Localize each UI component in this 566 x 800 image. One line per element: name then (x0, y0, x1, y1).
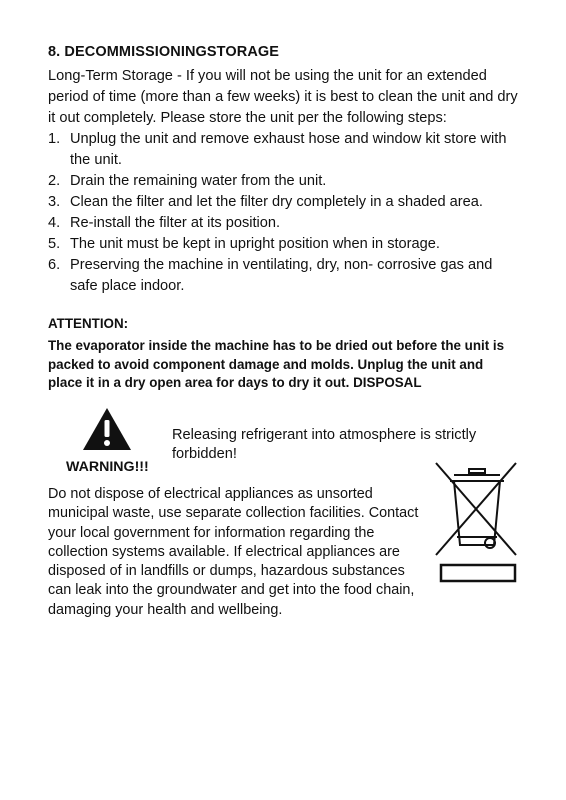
step-text: Drain the remaining water from the unit. (70, 173, 327, 189)
attention-body: The evaporator inside the machine has to be dried out before the unit is packed to avoid component damage and molds. Unplug the unit and place it in a dry open area for days to dry it out. DISPOSAL (48, 338, 505, 390)
step-text: Preserving the machine in ventilating, dry, non- corrosive gas and safe place indoor. (70, 257, 493, 294)
warning-label: WARNING!!! (66, 459, 149, 475)
step-text: Unplug the unit and remove exhaust hose and window kit store with the unit. (70, 131, 507, 168)
step-number: 5. (48, 236, 61, 252)
step-text: Re-install the filter at its position. (70, 215, 281, 231)
step-number: 1. (48, 131, 61, 147)
step-number: 2. (48, 173, 61, 189)
step-item (48, 192, 520, 213)
step-item (48, 129, 520, 171)
step-number: 6. (48, 257, 61, 273)
weee-crossed-bin-icon (432, 457, 522, 587)
warning-triangle-icon (81, 406, 133, 452)
step-text: Clean the filter and let the filter dry completely in a shaded area. (70, 194, 483, 210)
storage-intro: Long-Term Storage - If you will not be using the unit for an extended period of time (more than a few weeks) it is best to clean the unit and dry it out completely. Please store the unit per the following steps: (48, 68, 518, 126)
disposal-text: Do not dispose of electrical appliances as unsorted municipal waste, use separate collection facilities. Contact your local government for information regarding the collection systems available. If electrical appliances are disposed of in landfills or dumps, hazardous substances can leak into the groundwater and get into the food chain, damaging your health and wellbeing. (48, 486, 419, 618)
storage-section (48, 44, 520, 297)
storage-steps (48, 129, 520, 297)
step-number: 4. (48, 215, 61, 231)
section-heading: 8. DECOMMISSIONINGSTORAGE (48, 44, 280, 60)
step-item (48, 255, 520, 297)
step-item (48, 234, 520, 255)
step-number: 3. (48, 194, 61, 210)
warning-text: Releasing refrigerant into atmosphere is strictly forbidden! (172, 427, 477, 462)
step-item (48, 171, 520, 192)
attention-title: ATTENTION: (48, 316, 129, 331)
step-text: The unit must be kept in upright position when in storage. (70, 236, 440, 252)
step-item (48, 213, 520, 234)
